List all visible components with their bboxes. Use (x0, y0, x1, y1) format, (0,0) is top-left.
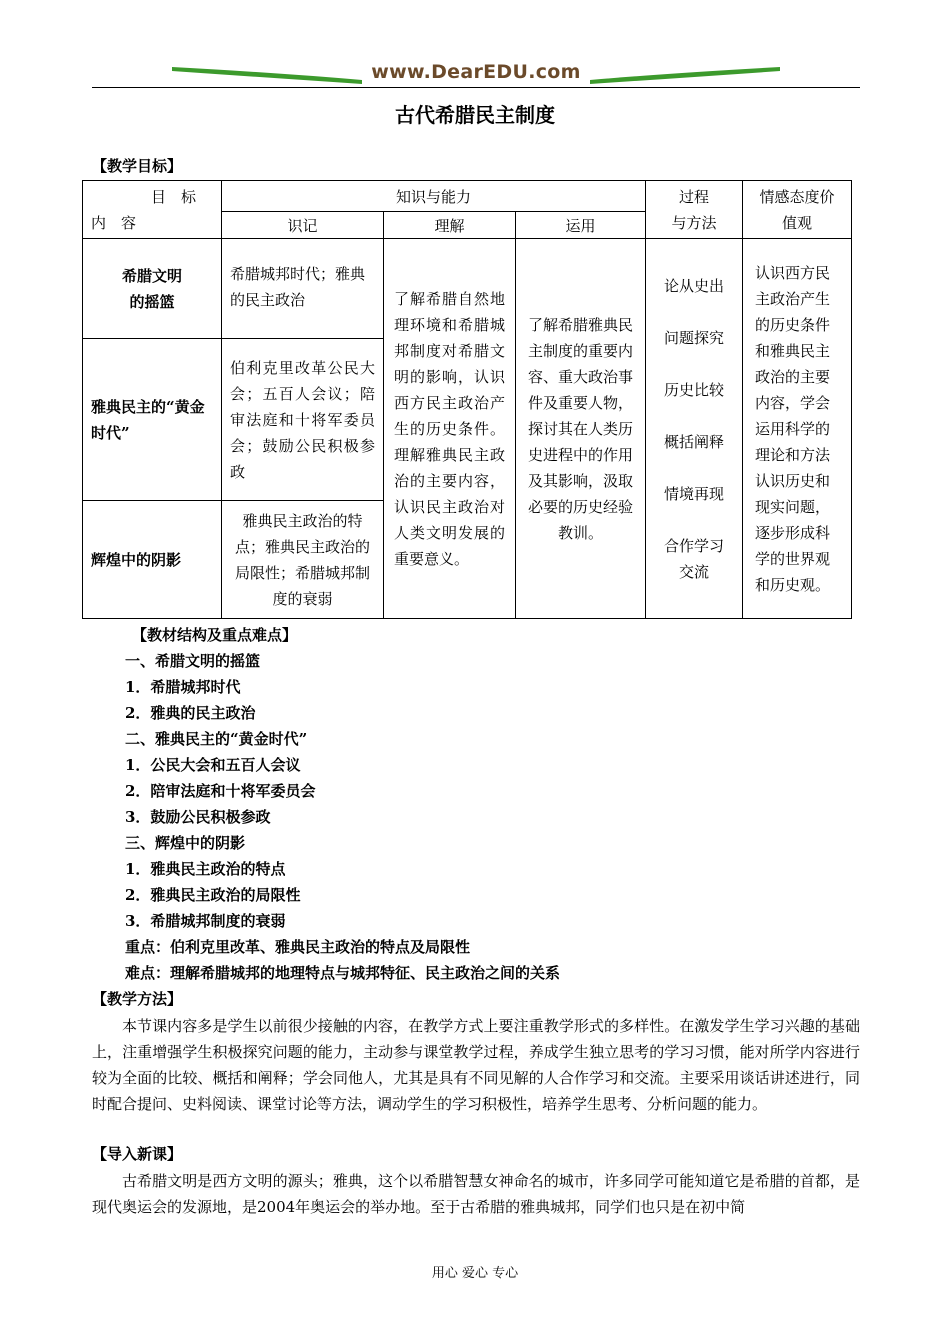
apply-cell: 了解希腊雅典民主制度的重要内容、重大政治事件及重要人物，探讨其在人类历史进程中的作用及其影响，汲取必要的历史经验教训。 (516, 239, 646, 619)
structure-line: 2．陪审法庭和十将军委员会 (125, 782, 316, 800)
page-footer: 用心 爱心 专心 (431, 1266, 519, 1281)
corner-bottom-text: 内 容 (91, 213, 137, 232)
corner-header-cell (83, 181, 222, 239)
goals-label: 【教学目标】 (92, 157, 183, 175)
difficulty-text: 难点：理解希腊城邦的地理特点与城邦特征、民主政治之间的关系 (125, 964, 561, 982)
memorize-header: 识记 (222, 212, 384, 239)
intro-paragraph: 古希腊文明是西方文明的源头；雅典，这个以希腊智慧女神命名的城市，许多同学可能知道它是希腊的首都，是现代奥运会的发源地，是2004年奥运会的举办地。至于古希腊的雅典城邦，同学们也只是在初中简 (92, 1172, 860, 1216)
row-memorize-cell: 伯利克里改革公民大会；五百人会议；陪审法庭和十将军委员会；鼓励公民积极参政 (222, 339, 384, 501)
method-item: 问题探究 (664, 328, 725, 347)
structure-line: 2．雅典的民主政治 (125, 704, 256, 722)
attitude-cell: 认识西方民主政治产生的历史条件和雅典民主政治的主要内容，学会运用科学的理论和方法认识历史和现实问题，逐步形成科学的世界观和历史观。 (743, 239, 852, 619)
structure-line: 1．希腊城邦时代 (125, 678, 241, 696)
goals-table (82, 180, 852, 619)
method-item: 情境再现 (664, 484, 725, 503)
key-point-text: 重点：伯利克里改革、雅典民主政治的特点及局限性 (125, 938, 471, 956)
process-header: 过程 与方法 (646, 181, 743, 239)
site-url[interactable]: www.DearEDU.com (371, 61, 581, 83)
structure-line: 3．希腊城邦制度的衰弱 (125, 912, 286, 930)
structure-label: 【教材结构及重点难点】 (132, 626, 298, 644)
row-content-cell: 雅典民主的“黄金时代” (83, 339, 222, 501)
knowledge-header: 知识与能力 (222, 181, 646, 212)
methods-cell (646, 239, 743, 619)
structure-line: 二、雅典民主的“黄金时代” (125, 730, 308, 748)
structure-line: 3．鼓励公民积极参政 (125, 808, 271, 826)
intro-label: 【导入新课】 (92, 1145, 183, 1163)
method-paragraph: 本节课内容多是学生以前很少接触的内容，在教学方式上要注重教学形式的多样性。在激发学生学习兴趣的基础上，注重增强学生积极探究问题的能力，主动参与课堂教学过程，养成学生独立思考的学习习惯，能对所学内容进行较为全面的比较、概括和阐释；学会同他人，尤其是具有不同见解的人合作学习和交流。主要采用谈话讲述进行，同时配合提问、史料阅读、课堂讨论等方法，调动学生的学习积极性，培养学生思考、分析问题的能力。 (92, 1017, 860, 1113)
method-item: 论从史出 (664, 276, 725, 295)
corner-top-text: 目 标 (151, 187, 197, 206)
row-memorize-cell: 希腊城邦时代；雅典的民主政治 (222, 239, 384, 339)
method-item: 合作学习 交流 (664, 536, 725, 581)
apply-header: 运用 (516, 212, 646, 239)
understand-cell: 了解希腊自然地理环境和希腊城邦制度对希腊文明的影响，认识西方民主政治产生的历史条件。理解雅典民主政治的主要内容，认识民主政治对人类文明发展的重要意义。 (384, 239, 516, 619)
structure-line: 1．雅典民主政治的特点 (125, 860, 286, 878)
understand-header: 理解 (384, 212, 516, 239)
method-label: 【教学方法】 (92, 990, 183, 1008)
attitude-header: 情感态度价 值观 (743, 181, 852, 239)
row-memorize-cell: 雅典民主政治的特点；雅典民主政治的局限性；希腊城邦制度的衰弱 (222, 501, 384, 619)
method-item: 历史比较 (664, 380, 725, 399)
structure-line: 三、辉煌中的阴影 (125, 834, 246, 852)
row-content-cell: 辉煌中的阴影 (83, 501, 222, 619)
structure-line: 一、希腊文明的摇篮 (125, 652, 261, 670)
structure-line: 2．雅典民主政治的局限性 (125, 886, 301, 904)
header-rule (92, 87, 860, 88)
method-item: 概括阐释 (664, 432, 725, 451)
structure-line: 1．公民大会和五百人会议 (125, 756, 301, 774)
document-title: 古代希腊民主制度 (395, 103, 555, 127)
row-content-cell: 希腊文明 的摇篮 (83, 239, 222, 339)
site-header (92, 58, 860, 90)
